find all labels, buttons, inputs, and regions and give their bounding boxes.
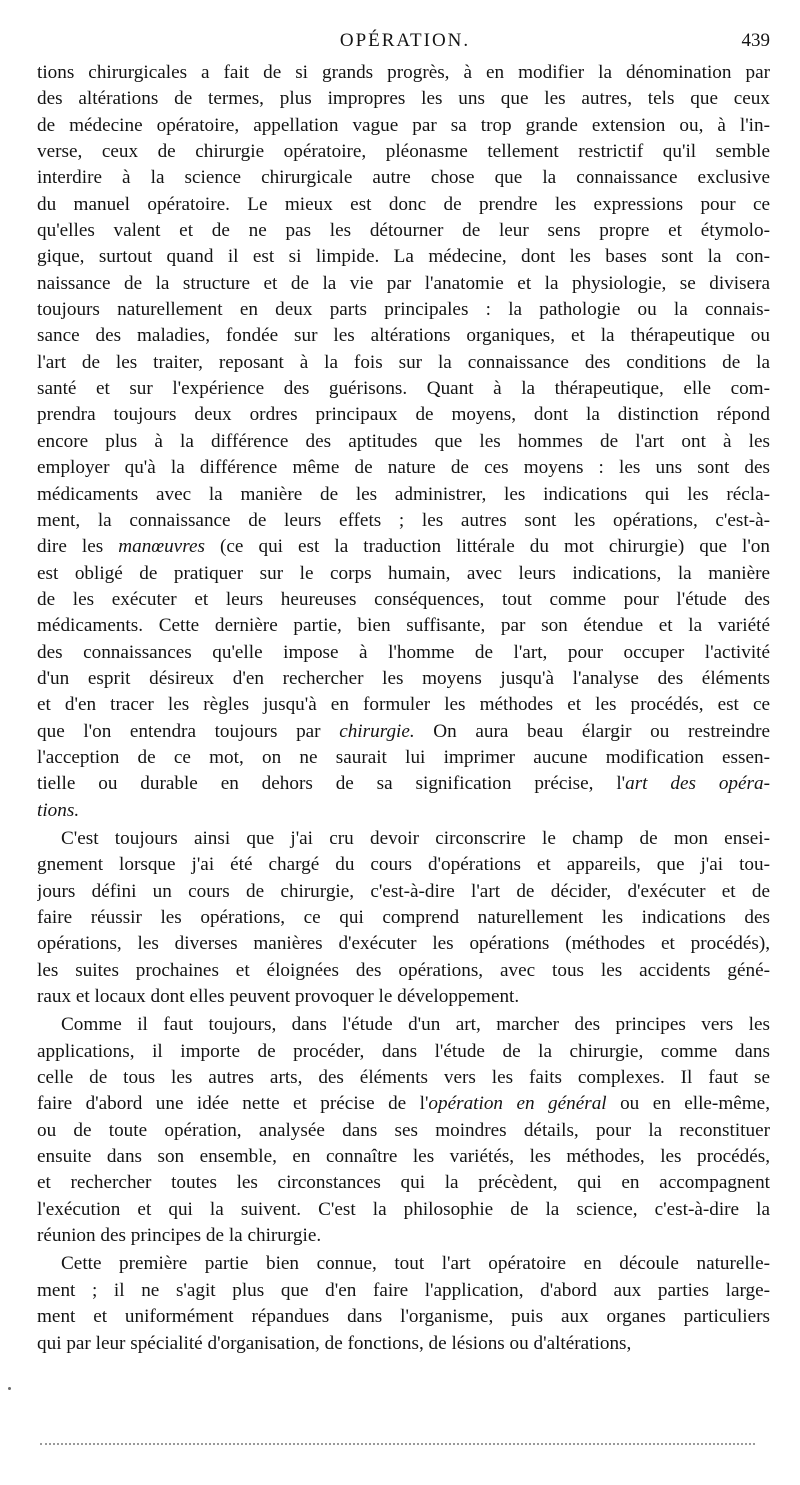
text-line: ment, la connaissance de leurs effets ; les autres sont les opérations, c'est-à- (37, 509, 770, 531)
text-line: gique, surtout quand il est si limpide. La médecine, dont les bases sont la con- (37, 246, 770, 268)
text-line: est obligé de pratiquer sur le corps humain, avec leurs indications, la manière (37, 562, 770, 584)
running-title: OPÉRATION. (339, 30, 471, 51)
text-line: celle de tous les autres arts, des éléments vers les faits complexes. Il faut se (37, 1067, 770, 1089)
text-line: l'exécution et qui la suivent. C'est la philosophie de la science, c'est-à-dire la (37, 1198, 770, 1220)
margin-speck (8, 1387, 11, 1390)
text-line: verse, ceux de chirurgie opératoire, pléonasme tellement restrictif qu'il semble (37, 141, 770, 163)
text-line: ensuite dans son ensemble, en connaître les variétés, les méthodes, les procédés, (37, 1146, 770, 1168)
text-line: médicaments avec la manière de les administrer, les indications qui les récla- (37, 483, 770, 505)
text-line: de les exécuter et leurs heureuses conséquences, tout comme pour l'étude des (37, 588, 770, 610)
text-line: encore plus à la différence des aptitudes que les hommes de l'art ont à les (37, 430, 770, 452)
text-line: gnement lorsque j'ai été chargé du cours d'opérations et appareils, que j'ai tou- (37, 854, 770, 876)
text-line: l'art de les traiter, reposant à la fois sur la connaissance des conditions de la (37, 351, 770, 373)
text-line: faire réussir les opérations, ce qui comprend naturellement les indications des (37, 907, 770, 928)
text-line: de médecine opératoire, appellation vague par sa trop grande extension ou, à l'in- (37, 114, 770, 136)
text-line: tielle ou durable en dehors de sa signification précise, l'art des opéra- (37, 773, 770, 795)
text-line: qu'elles valent et de ne pas les détourner de leur sens propre et étymolo- (37, 220, 770, 242)
text-line: réunion des principes de la chirurgie. (37, 1225, 322, 1247)
text-line: qui par leur spécialité d'organisation, de fonctions, de lésions ou d'altérations, (37, 1332, 632, 1354)
text-line: jours défini un cours de chirurgie, c'est-à-dire l'art de décider, d'exécuter et de (37, 880, 770, 902)
footer-dotted-rule (40, 1443, 755, 1445)
paragraph (37, 1251, 770, 1356)
text-line: des altérations de termes, plus impropres les uns que les autres, tels que ceux (37, 88, 770, 110)
paragraph (37, 826, 770, 1010)
text-line: et rechercher toutes les circonstances qui la précèdent, qui en accompagnent (37, 1172, 770, 1194)
text-line: raux et locaux dont elles peuvent provoquer le développement. (37, 986, 520, 1008)
text-line: médicaments. Cette dernière partie, bien suffisante, par son étendue et la variété (37, 615, 770, 637)
text-line: naissance de la structure et de la vie par l'anatomie et la physiologie, se divisera (37, 272, 770, 294)
text-line: tions. (37, 799, 80, 821)
text-line: employer qu'à la différence même de nature de ces moyens : les uns sont des (37, 457, 770, 479)
text-line: et d'en tracer les règles jusqu'à en formuler les méthodes et les procédés, est ce (37, 694, 770, 716)
text-line: les suites prochaines et éloignées des opérations, avec tous les accidents géné- (37, 959, 770, 981)
paragraph (37, 60, 770, 824)
text-line: tions chirurgicales a fait de si grands progrès, à en modifier la dénomination par (37, 62, 770, 83)
running-head (40, 30, 770, 60)
text-line: interdire à la science chirurgicale autre chose que la connaissance exclusive (37, 167, 770, 189)
text-line: des connaissances qu'elle impose à l'homme de l'art, pour occuper l'activité (37, 641, 770, 663)
text-line: faire d'abord une idée nette et précise de l'opération en général ou en elle-même, (37, 1093, 770, 1115)
text-line: Comme il faut toujours, dans l'étude d'un art, marcher des principes vers les (61, 1014, 770, 1036)
paragraph (37, 1012, 770, 1249)
text-line: dire les manœuvres (ce qui est la traduction littérale du mot chirurgie) que l'on (37, 536, 770, 558)
text-line: prendra toujours deux ordres principaux de moyens, dont la distinction répond (37, 404, 770, 426)
text-line: que l'on entendra toujours par chirurgie. On aura beau élargir ou restreindre (37, 720, 770, 742)
text-line: ment et uniformément répandues dans l'organisme, puis aux organes particuliers (37, 1306, 770, 1328)
text-line: l'acception de ce mot, on ne saurait lui imprimer aucune modification essen- (37, 746, 770, 768)
text-line: toujours naturellement en deux parts principales : la pathologie ou la connais- (37, 299, 770, 321)
text-line: santé et sur l'expérience des guérisons. Quant à la thérapeutique, elle com- (37, 378, 770, 400)
text-line: du manuel opératoire. Le mieux est donc de prendre les expressions pour ce (37, 193, 770, 215)
page-number: 439 (741, 30, 770, 51)
text-line: ou de toute opération, analysée dans ses moindres détails, pour la reconstituer (37, 1119, 770, 1141)
text-line: d'un esprit désireux d'en rechercher les moyens jusqu'à l'analyse des éléments (37, 667, 770, 689)
text-line: ment ; il ne s'agit plus que d'en faire l'application, d'abord aux parties large- (37, 1279, 770, 1301)
body-text (37, 60, 770, 1357)
text-line: applications, il importe de procéder, dans l'étude de la chirurgie, comme dans (37, 1040, 770, 1062)
text-line: sance des maladies, fondée sur les altérations organiques, et la thérapeutique ou (37, 325, 770, 347)
text-line: C'est toujours ainsi que j'ai cru devoir circonscrire le champ de mon ensei- (61, 827, 770, 849)
text-line: opérations, les diverses manières d'exécuter les opérations (méthodes et procédés), (37, 933, 770, 955)
text-line: Cette première partie bien connue, tout l'art opératoire en découle naturelle- (61, 1253, 770, 1275)
